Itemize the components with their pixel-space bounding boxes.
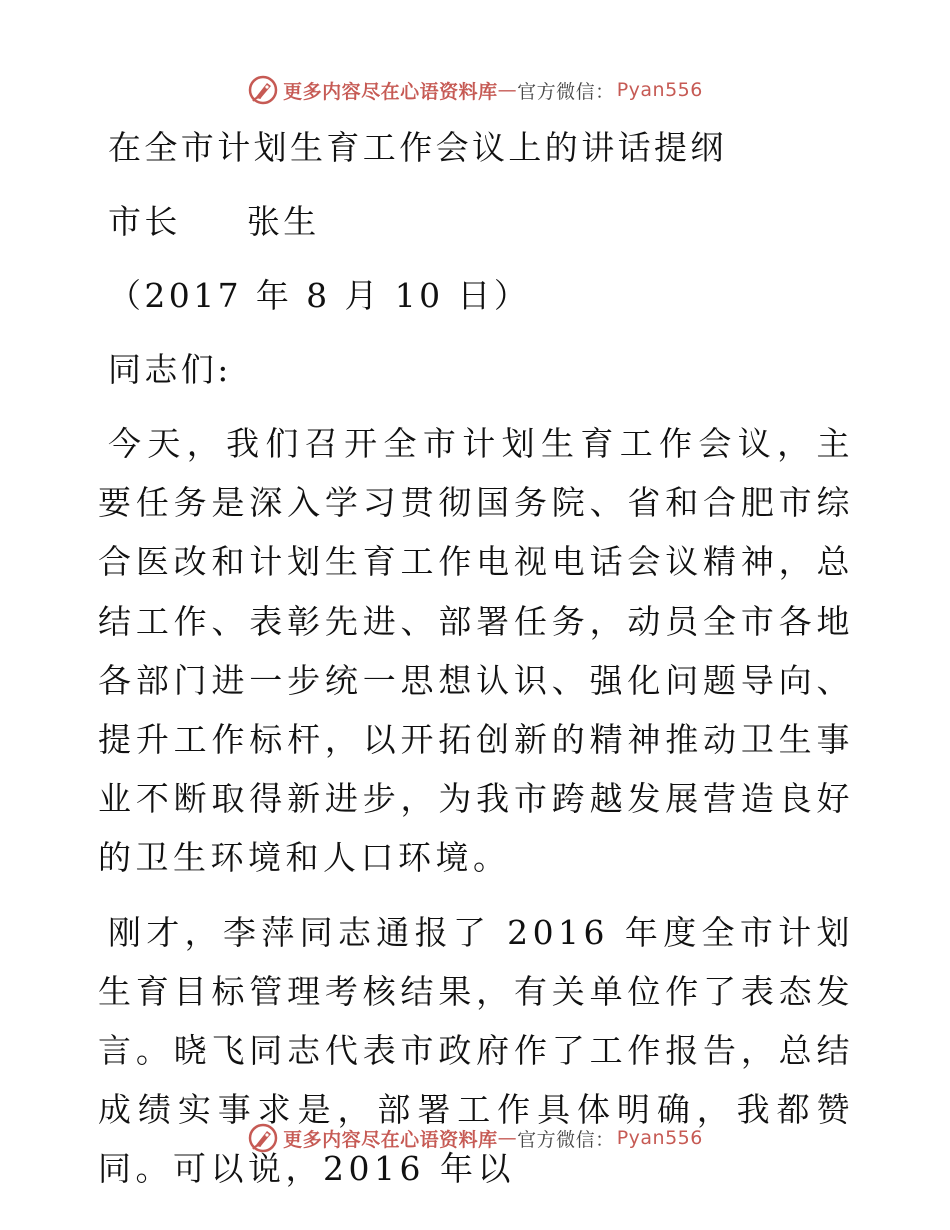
speaker-line: [108, 192, 854, 251]
watermark-separator: —: [497, 1127, 518, 1149]
speaker-title: 市长: [108, 202, 181, 241]
pen-nib-circle-icon: [247, 1122, 279, 1154]
watermark-wechat-id: Pyan556: [616, 1127, 703, 1149]
header-watermark: [0, 70, 950, 110]
document-title: 在全市计划生育工作会议上的讲话提纲: [108, 128, 727, 167]
salutation: 同志们:: [108, 350, 232, 389]
paragraph-2: 刚才，李萍同志通报了 2016 年度全市计划生育目标管理考核结果，有关单位作了表态发言。晓飞同志代表市政府作了工作报告，总结成绩实事求是，部署工作具体明确，我都赞同。可以说，2016 年以: [98, 912, 854, 1189]
watermark-main-text: 更多内容尽在心语资料库: [283, 1128, 498, 1151]
paragraph-1: 今天，我们召开全市计划生育工作会议，主要任务是深入学习贯彻国务院、省和合肥市综合医改和计划生育工作电视电话会议精神，总结工作、表彰先进、部署任务，动员全市各地各部门进一步统一思想认识、强化问题导向、提升工作标杆，以开拓创新的精神推动卫生事业不断取得新进步，为我市跨越发展营造良好的卫生环境和人口环境。: [98, 424, 854, 878]
speech-date: （2017 年 8 月 10 日）: [108, 276, 531, 315]
speaker-name: 张生: [246, 202, 320, 241]
pen-nib-circle-icon: [247, 74, 279, 106]
footer-watermark: [0, 1118, 950, 1158]
document-body: [98, 118, 854, 1199]
watermark-separator: —: [497, 79, 518, 101]
watermark-sub-text: 官方微信：: [517, 1128, 615, 1151]
watermark-sub-text: 官方微信：: [517, 80, 615, 103]
watermark-main-text: 更多内容尽在心语资料库: [283, 80, 498, 103]
watermark-wechat-id: Pyan556: [616, 79, 703, 101]
